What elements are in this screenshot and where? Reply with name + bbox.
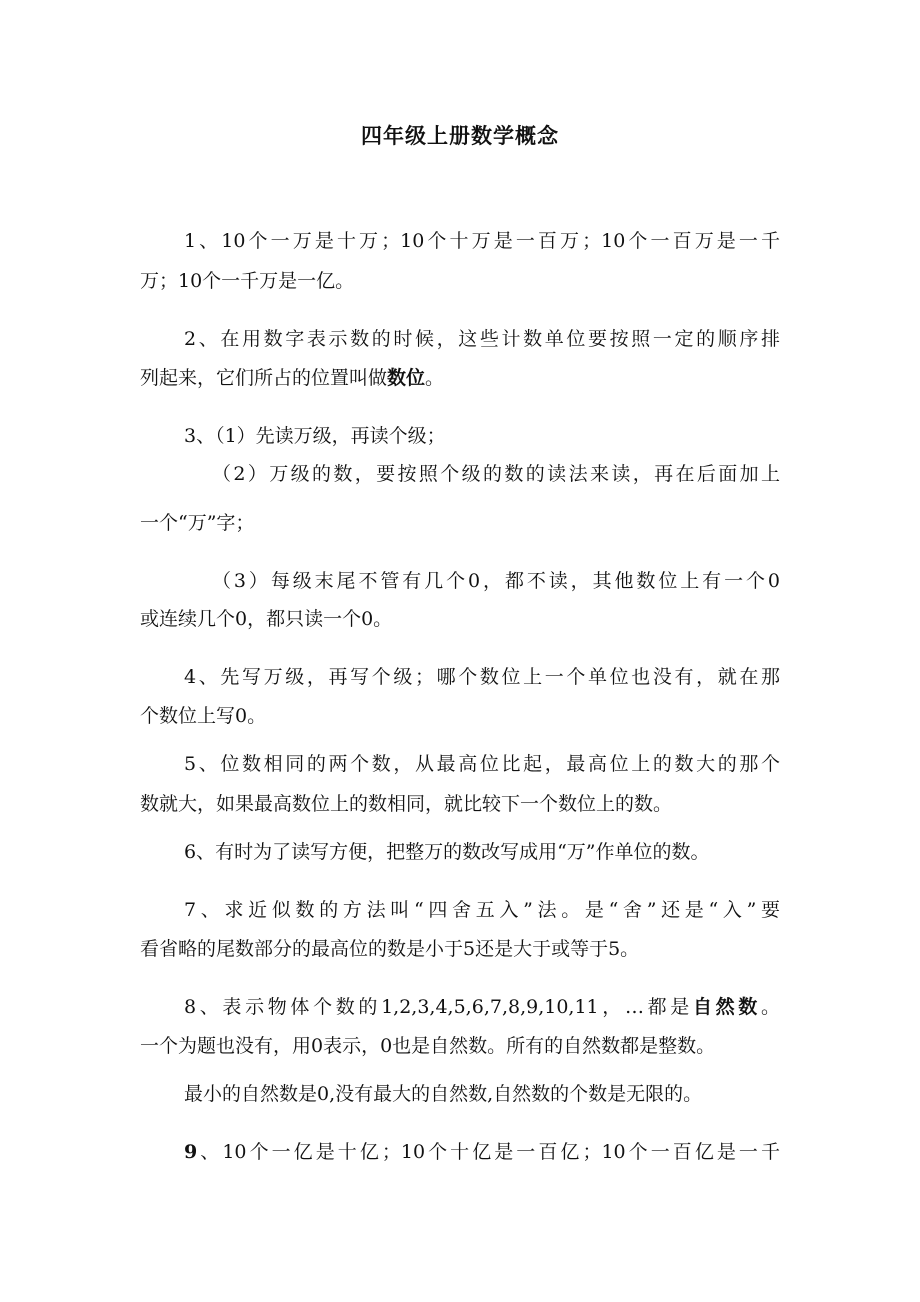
bold-term: 自然数 [692,996,761,1018]
text-line: 或连续几个0，都只读一个0。 [140,608,393,630]
text-line: 1、10个一万是十万；10个十万是一百万；10个一百万是一千 [184,230,780,252]
text-line [140,1136,780,1168]
text-line [140,991,780,1023]
text-line: 3、（1）先读万级，再读个级； [184,425,446,447]
text-segment: 列起来，它们所占的位置叫做 [140,367,388,389]
document-title: 四年级上册数学概念 [361,123,559,148]
text-line: 万；10个一千万是一亿。 [140,270,355,292]
text-line: 一个为题也没有，用0表示，0也是自然数。所有的自然数都是整数。 [140,1035,716,1057]
text-line: 4、先写万级，再写个级；哪个数位上一个单位也没有，就在那 [184,666,780,688]
text-line: 看省略的尾数部分的最高位的数是小于5还是大于或等于5。 [140,938,640,960]
text-line [140,362,780,394]
text-line: 最小的自然数是0,没有最大的自然数,自然数的个数是无限的。 [184,1083,703,1105]
text-segment: 。 [760,996,780,1018]
text-line: 个数位上写0。 [140,705,267,727]
text-line: 数就大，如果最高数位上的数相同，就比较下一个数位上的数。 [140,793,673,815]
text-line: 7、求近似数的方法叫“四舍五入”法。是“舍”还是“入”要 [184,899,780,921]
text-segment: 、10个一亿是十亿；10个十亿是一百亿；10个一百亿是一千 [197,1141,780,1163]
text-line: （3）每级末尾不管有几个0，都不读，其他数位上有一个0 [212,570,780,592]
text-line: 5、位数相同的两个数，从最高位比起，最高位上的数大的那个 [184,753,780,775]
text-line: 一个“万”字； [140,512,255,534]
bold-term: 9 [184,1141,198,1163]
text-segment: 。 [425,367,445,389]
text-line: （2）万级的数，要按照个级的数的读法来读，再在后面加上 [212,463,780,485]
bold-term: 数位 [387,367,426,389]
text-line: 6、有时为了读写方便，把整万的数改写成用“万”作单位的数。 [184,841,710,863]
text-segment: 8、表示物体个数的1,2,3,4,5,6,7,8,9,10,11，…都是 [184,996,693,1018]
text-line: 2、在用数字表示数的时候，这些计数单位要按照一定的顺序排 [184,328,780,350]
